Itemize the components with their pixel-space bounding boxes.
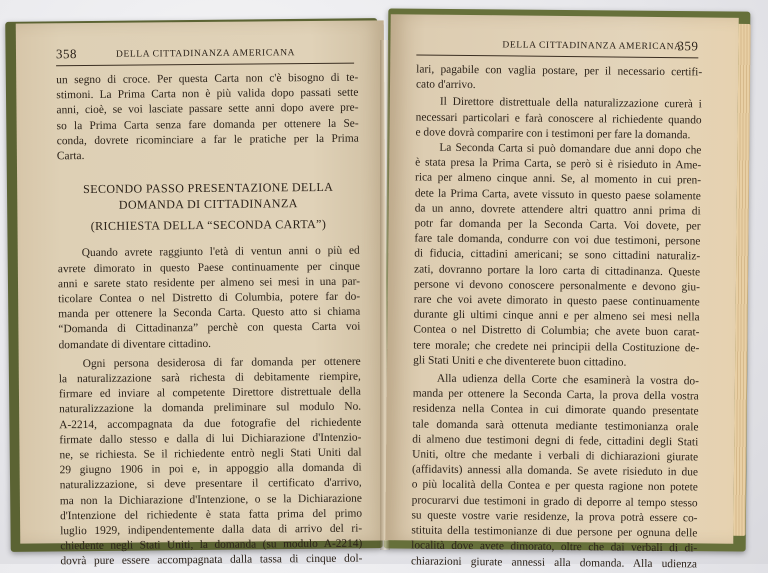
paragraph [59, 354, 363, 569]
section-title [57, 179, 359, 214]
text-line: Contea o nel Distretto di Columbia; che avete buon carat- [413, 323, 700, 339]
text-line: manda per ottenere la Seconda Carta, la prova della vostra [412, 387, 699, 403]
text-line: da un anno, dovrete attendere altri quattro anni prima di [414, 202, 701, 218]
text-line: naturalizzazione la domanda preliminare sul modulo No. [59, 401, 362, 416]
text-line: residenza nella Contea in cui dimorate quando presentate [412, 402, 699, 418]
text-line: dovrà pure essere accompagnata dalla tassa di cinque dol- [60, 553, 363, 568]
text-line: tale domanda sarà ottenuta mediante testimonianza orale [412, 418, 699, 434]
text-line: manda per ottenere la Seconda Carta. Questo atto si chiama [58, 305, 361, 321]
text-line: durante gli ultimi cinque anni e per almeno sei mesi nella [413, 308, 700, 324]
text-line: conda, dovrete ricominciare a far le pratiche per la Prima [56, 132, 359, 148]
section-title-line: SECONDO PASSO PRESENTAZIONE DELLA [83, 180, 334, 197]
page-edges [733, 24, 750, 536]
text-line: gli Stati Uniti e che diventerete buon cittadino. [413, 354, 627, 369]
text-line: Alla udienza della Corte che esaminerà la vostra do- [436, 372, 699, 388]
text-line: naturalizzazione, si deve presentare il certificato d'arrivo, [59, 477, 362, 492]
text-line: procurarvi due testimoni in grado di deporre al tempo stesso [411, 494, 698, 510]
text-line: o più località della Contea e per questa ragione non potete [411, 478, 698, 494]
text-line: firmate dallo stesso e dalla di lui Dichiarazione d'Intenzio- [59, 431, 362, 447]
text-line: “Domanda di Cittadinanza” perchè con questa Carta voi [58, 321, 361, 336]
text-line: è stata presa la Prima Carta, se però si è risieduto in Ame- [415, 156, 702, 172]
text-line: lari, pagabile con vaglia postare, per il necessario certifi- [416, 63, 703, 79]
text-line: Quando avrete raggiunto l'età di ventun anni o più ed [81, 245, 360, 260]
text-line: A-2214, accompagnata da due fotografie del richiedente [59, 416, 362, 431]
text-line: 29 giugno 1906 in poi e, in appoggio alla domanda di [59, 461, 362, 477]
text-line: persone vi devono conoscere personalmente e devono giu- [413, 278, 700, 294]
text-line: ticolare Contea o nel Distretto di Columbia, potere far do- [58, 290, 361, 306]
text-line: fare tale domanda, condurre con voi due testimoni, persone [414, 232, 701, 248]
text-line: rare che voi avete dimorato in questo paese continuamente [413, 293, 700, 309]
right-page-body [411, 62, 702, 572]
text-line: d'Intenzione del richiedente è stata fatta prima del primo [59, 507, 363, 523]
left-page-header [56, 43, 354, 67]
text-line: avrete dimorato in questo Paese continuamente per cinque [57, 260, 360, 275]
paragraph [415, 95, 701, 144]
text-line: rica per almeno cinque anni. Se, al momento in cui pren- [414, 171, 702, 187]
right-page [385, 14, 738, 570]
text-line: firmare ed inviare al competente Direttore distrettuale della [58, 385, 362, 401]
section-subtitle: (RICHIESTA DELLA “SECONDA CARTA”) [90, 217, 327, 234]
text-line: (affidavits) annessi alla domanda. Se avete risieduto in due [411, 463, 699, 479]
text-line: potr far domanda per la Seconda Carta. Voi dovete, per [414, 217, 701, 233]
text-line: dete la Prima Carta, avete vissuto in questo paese solamente [414, 187, 701, 203]
text-line: Il Direttore distrettuale della naturalizzazione curerà i [439, 96, 702, 111]
text-line: ne, se richiesta. Se il richiedente entrò negli Stati Uniti dal [59, 446, 362, 462]
text-line: un segno di croce. Per questa Carta non c'è bisogno di te- [56, 71, 359, 87]
text-line: località dove avete dimorato, oltre che dai verbali di di- [411, 539, 698, 555]
continuation-paragraph [56, 71, 359, 165]
paragraph [411, 372, 699, 573]
running-head: DELLA CITTADINANZA AMERICANA [502, 40, 682, 53]
text-line: so la Prima Carta senza fare domanda per ottenere la Se- [56, 117, 359, 132]
text-line: Carta. [56, 150, 85, 163]
text-line: anni e sarete stato residente per almeno sei mesi in una par- [57, 275, 361, 291]
text-line: stimoni. La Prima Carta non è più valida dopo passati sette [56, 86, 359, 102]
text-line: la naturalizzazione sarà richesta di debitamente riempire, [58, 370, 361, 386]
paragraph [413, 140, 701, 371]
right-page-header [416, 34, 698, 58]
text-line: domandate di diventare cittadino. [58, 337, 212, 351]
page-number: 358 [55, 46, 78, 62]
text-line: su queste vostre varie residenze, la prova potrà essere co- [411, 509, 698, 525]
text-line: e dove dovrà comparire con i testimoni per fare la domanda. [415, 126, 691, 142]
page-number: 359 [677, 38, 699, 54]
paragraph [58, 244, 361, 353]
text-line: luglio 1929, indipendentemente dalla data di arrivo del ri- [60, 522, 363, 538]
text-line: cato d'arrivo. [415, 78, 476, 92]
text-line: chiedente negli Stati Uniti, la domanda (su modulo A-2214) [60, 537, 363, 553]
text-line: chiarazioni giurate annessi alla domanda. Alla udienza [410, 554, 698, 570]
text-line: stituita della testimonianze di due persone per ognuna delle [411, 524, 698, 540]
left-page-body [56, 71, 362, 570]
text-line: necessari particolari e farà conoscere al richiedente quando [415, 111, 702, 127]
text-line: Ogni persona desiderosa di far domanda per ottenere [82, 355, 361, 370]
text-line: di fiducia, cittadini americani; se sono cittadini naturaliz- [414, 247, 701, 263]
text-line: zati, dovranno portare la loro carta di cittadinanza. Queste [414, 263, 701, 279]
text-line: Uniti, oltre che medante i verbali di dichiarazioni giurate [412, 448, 699, 464]
left-page [16, 20, 389, 568]
text-line: di almeno due testimoni degni di fede, cittadini degli Stati [412, 433, 699, 449]
section-title-line: DOMANDA DI CITTADINANZA [118, 196, 298, 212]
continuation-paragraph [416, 62, 702, 95]
text-line: anni, cioè, se voi lasciate passare sette anni dopo avere pre- [56, 102, 359, 117]
text-line: tere morale; che credete nei principii della Costituzione de- [413, 339, 700, 355]
text-line: La Seconda Carta si può domandare due anni dopo che [439, 141, 702, 157]
running-head: DELLA CITTADINANZA AMERICANA [115, 48, 296, 60]
text-line: ma non la Dichiarazione d'Intenzione, o se la Dichiarazione [59, 492, 362, 507]
